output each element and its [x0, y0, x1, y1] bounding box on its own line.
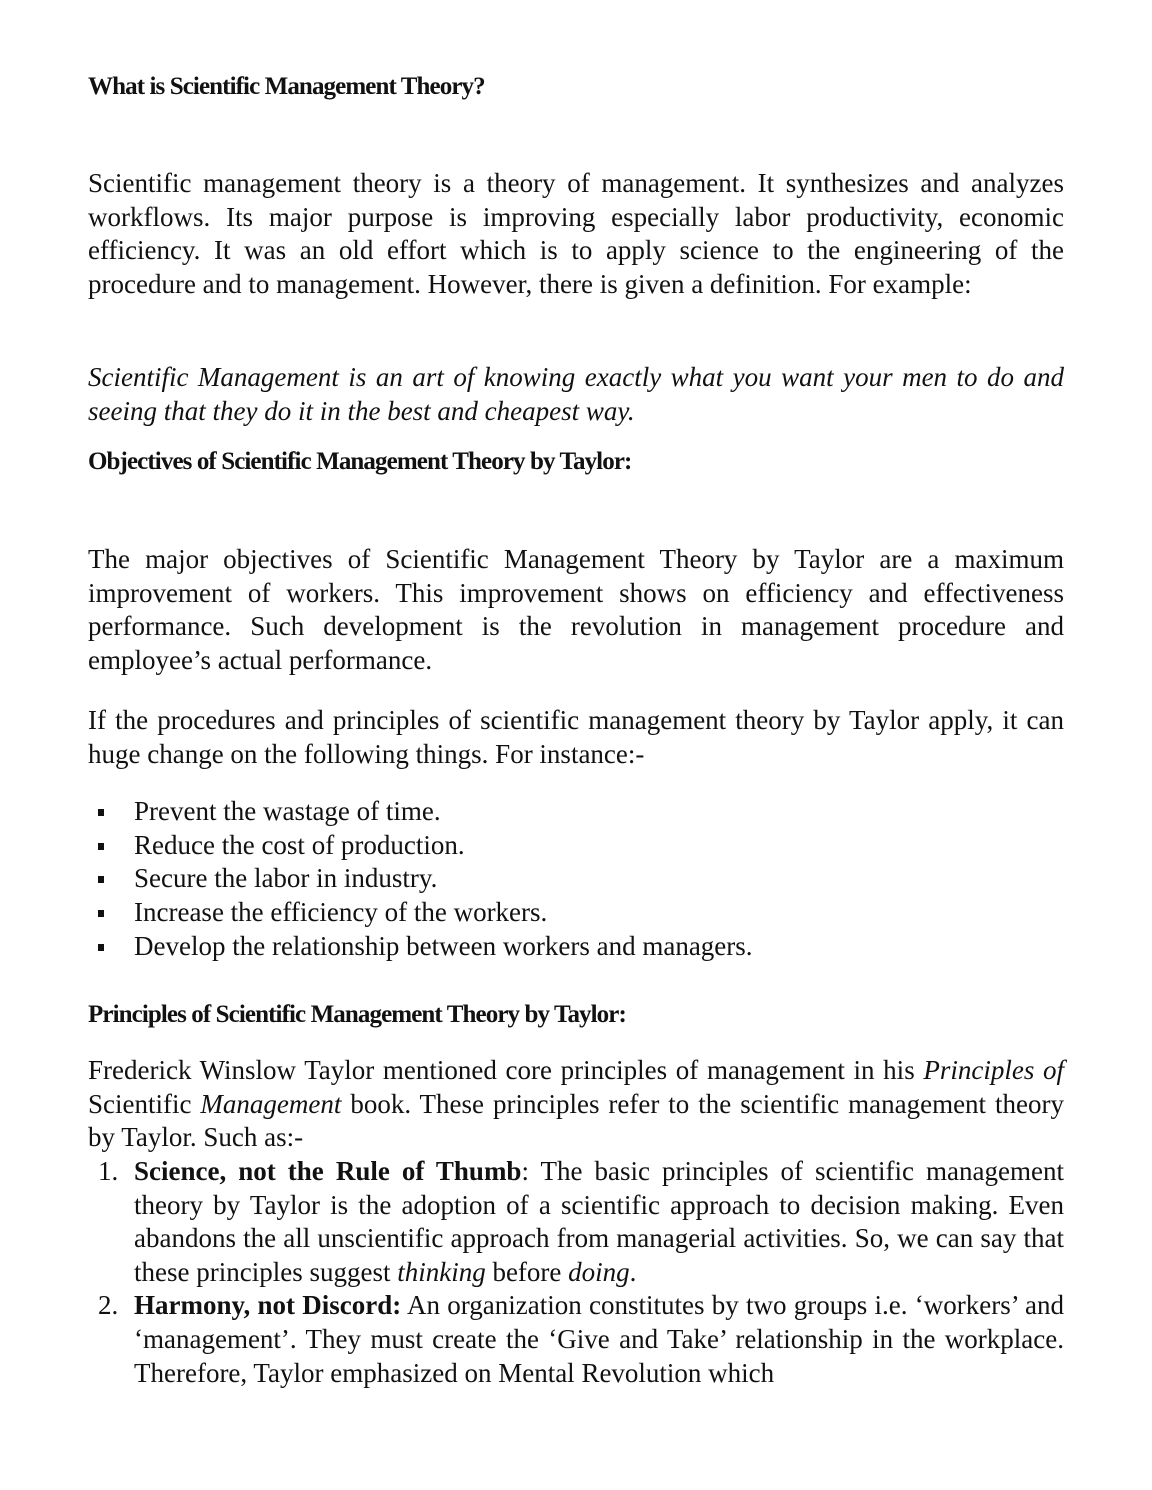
list-item: Develop the relationship between workers and managers.	[88, 930, 1064, 964]
bullet-list-benefits	[88, 795, 1064, 964]
list-item: 2. Harmony, not Discord: An organization constitutes by two groups i.e. ‘workers’ and ‘management’. They must create the ‘Give and Take’ relationship in the workplace. Therefore, Taylor emphasized on Mental Revolution which	[98, 1290, 1064, 1388]
numbered-list-principles	[88, 1155, 1064, 1390]
square-bullet-icon	[98, 809, 104, 816]
square-bullet-icon	[98, 876, 104, 883]
heading-what-is-scientific-management: What is Scientific Management Theory?	[88, 73, 485, 100]
heading-objectives: Objectives of Scientific Management Theory by Taylor:	[88, 448, 632, 475]
list-item: Prevent the wastage of time.	[88, 795, 1064, 829]
paragraph-definition-intro: Scientific management theory is a theory of management. It synthesizes and analyzes workflows. Its major purpose is improving especially labor productivity, economic efficiency. It was an old effort which is to apply science to the engineering of the procedure and to management. However, there is given a definition. For example:	[88, 168, 1064, 299]
list-item: Increase the efficiency of the workers.	[88, 896, 1064, 930]
heading-principles: Principles of Scientific Management Theory by Taylor:	[88, 1001, 626, 1028]
list-item: Secure the labor in industry.	[88, 862, 1064, 896]
paragraph-procedures-apply: If the procedures and principles of scientific management theory by Taylor apply, it can huge change on the following things. For instance:-	[88, 705, 1064, 769]
square-bullet-icon	[98, 910, 104, 917]
quote-definition: Scientific Management is an art of knowing exactly what you want your men to do and seeing that they do it in the best and cheapest way.	[88, 362, 1064, 426]
list-item: 1. Science, not the Rule of Thumb: The basic principles of scientific management theory by Taylor is the adoption of a scientific approach to decision making. Even abandons the all unscientific approach from managerial activities. So, we can say that these principles suggest thinking before doing.	[98, 1156, 1064, 1287]
list-item: Reduce the cost of production.	[88, 829, 1064, 863]
square-bullet-icon	[98, 944, 104, 951]
paragraph-principles-intro: Frederick Winslow Taylor mentioned core principles of management in his Principles of Scientific Management book. These principles refer to the scientific management theory by Taylor. Such as:-	[88, 1055, 1064, 1153]
paragraph-objectives: The major objectives of Scientific Management Theory by Taylor are a maximum improvement of workers. This improvement shows on efficiency and effectiveness performance. Such development is the revolution in management procedure and employee’s actual performance.	[88, 544, 1064, 675]
square-bullet-icon	[98, 843, 104, 850]
